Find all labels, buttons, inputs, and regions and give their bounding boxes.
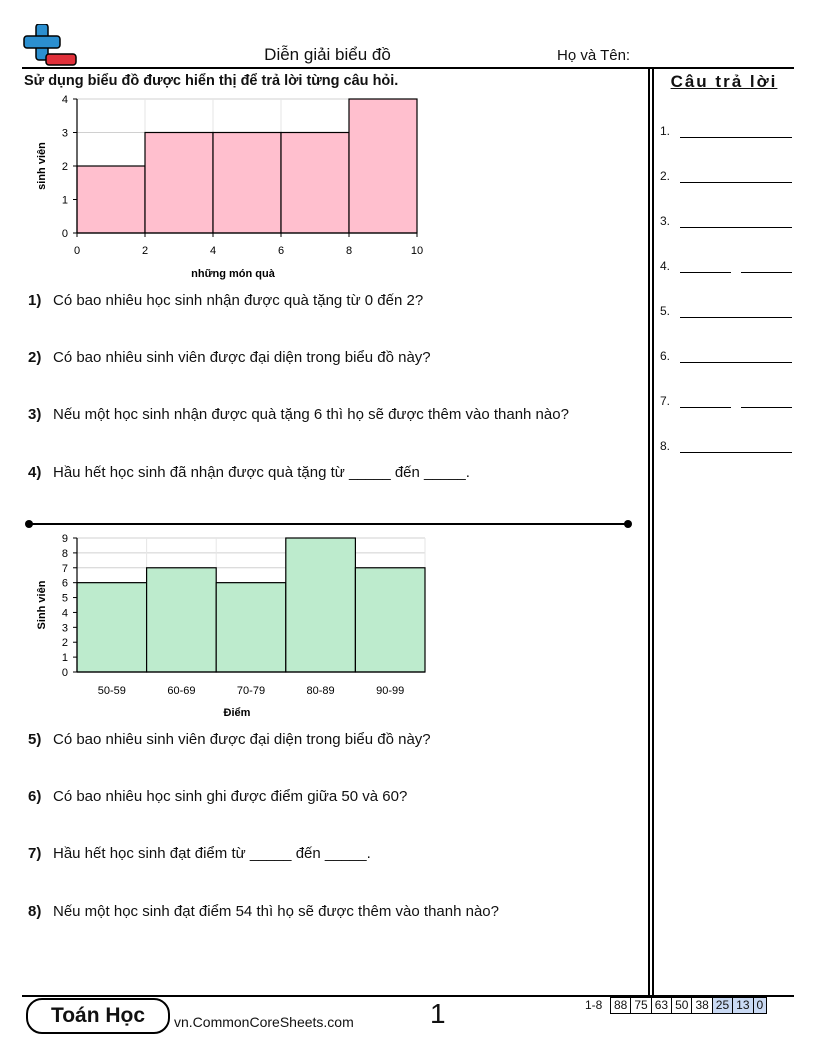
question-number: 3) bbox=[28, 406, 42, 423]
gifts-histogram bbox=[20, 88, 440, 283]
y-tick-label: 8 bbox=[61, 547, 68, 560]
score-cell: 50 bbox=[672, 997, 692, 1014]
answer-number: 6. bbox=[660, 349, 671, 363]
answer-row bbox=[660, 439, 794, 459]
y-tick-label: 6 bbox=[61, 577, 68, 590]
y-tick-label: 2 bbox=[61, 161, 68, 173]
question-text: Có bao nhiêu sinh viên được đại diện trong biểu đồ này? bbox=[53, 349, 431, 366]
question-text: Nếu một học sinh đạt điểm 54 thì họ sẽ được thêm vào thanh nào? bbox=[53, 903, 499, 920]
bar bbox=[355, 568, 425, 672]
bar bbox=[286, 538, 356, 672]
question-text: Có bao nhiêu sinh viên được đại diện trong biểu đồ này? bbox=[53, 731, 431, 748]
answer-row bbox=[660, 349, 794, 369]
question bbox=[28, 903, 499, 920]
answer-number: 5. bbox=[660, 304, 671, 318]
answer-blank[interactable] bbox=[741, 407, 792, 408]
bar bbox=[147, 568, 217, 672]
score-cell: 88 bbox=[610, 997, 631, 1014]
question-number: 6) bbox=[28, 788, 42, 805]
answer-blank[interactable] bbox=[680, 272, 731, 273]
question bbox=[28, 406, 569, 423]
category-label: 80-89 bbox=[306, 685, 335, 697]
question-number: 4) bbox=[28, 464, 42, 481]
x-tick-label: 0 bbox=[73, 245, 81, 257]
bar bbox=[213, 133, 281, 234]
question-text: Hầu hết học sinh đạt điểm từ _____ đến _____. bbox=[53, 845, 371, 862]
question-text: Có bao nhiêu học sinh nhận được quà tặng từ 0 đến 2? bbox=[53, 292, 424, 309]
answer-row bbox=[660, 259, 794, 279]
y-tick-label: 1 bbox=[61, 194, 68, 207]
x-tick-label: 6 bbox=[277, 245, 285, 257]
question-number: 7) bbox=[28, 845, 42, 862]
section-separator bbox=[28, 523, 628, 525]
answer-row bbox=[660, 214, 794, 234]
answers-title: Câu trả lời bbox=[670, 72, 778, 91]
question bbox=[28, 788, 407, 805]
question bbox=[28, 349, 431, 366]
score-cell: 25 bbox=[713, 997, 733, 1014]
answer-number: 3. bbox=[660, 214, 671, 228]
answer-row bbox=[660, 394, 794, 414]
category-label: 90-99 bbox=[376, 685, 405, 697]
y-tick-label: 3 bbox=[61, 622, 68, 635]
worksheet-title: Diễn giải biểu đồ bbox=[264, 45, 391, 64]
bar bbox=[216, 583, 286, 672]
answer-blank[interactable] bbox=[680, 137, 792, 138]
y-tick-label: 7 bbox=[61, 562, 68, 575]
question bbox=[28, 464, 470, 481]
x-axis-title: Điểm bbox=[223, 707, 251, 719]
instructions: Sử dụng biểu đồ được hiển thị để trả lời từng câu hỏi. bbox=[24, 73, 399, 89]
score-range-label: 1-8 bbox=[585, 998, 603, 1012]
x-axis-title: những món quà bbox=[191, 268, 275, 280]
question-number: 8) bbox=[28, 903, 42, 920]
separator-endpoint bbox=[624, 520, 632, 528]
answer-number: 2. bbox=[660, 169, 671, 183]
answer-number: 4. bbox=[660, 259, 671, 273]
answer-row bbox=[660, 169, 794, 189]
bar bbox=[349, 99, 417, 233]
y-tick-label: 0 bbox=[61, 228, 68, 240]
x-tick-label: 10 bbox=[410, 245, 424, 257]
answer-blank[interactable] bbox=[741, 272, 792, 273]
y-tick-label: 1 bbox=[61, 652, 68, 665]
question bbox=[28, 845, 371, 862]
site-url: vn.CommonCoreSheets.com bbox=[174, 1014, 354, 1030]
y-tick-label: 4 bbox=[61, 94, 68, 106]
answer-blank[interactable] bbox=[680, 362, 792, 363]
name-label: Họ và Tên: bbox=[557, 47, 631, 64]
answer-number: 8. bbox=[660, 439, 671, 453]
score-cell: 0 bbox=[754, 997, 768, 1014]
answer-blank[interactable] bbox=[680, 182, 792, 183]
category-label: 70-79 bbox=[236, 685, 266, 697]
answer-blank[interactable] bbox=[680, 452, 792, 453]
question bbox=[28, 731, 431, 748]
scores-histogram bbox=[20, 530, 440, 725]
score-cell: 75 bbox=[631, 997, 651, 1014]
answer-blank[interactable] bbox=[680, 317, 792, 318]
question-number: 5) bbox=[28, 731, 42, 748]
question bbox=[28, 292, 423, 309]
question-number: 1) bbox=[28, 292, 42, 309]
brand-badge: Toán Học bbox=[26, 998, 170, 1034]
x-tick-label: 4 bbox=[209, 245, 217, 257]
category-label: 50-59 bbox=[97, 685, 126, 697]
page-number: 1 bbox=[430, 998, 446, 1029]
logo-plus-minus-icon bbox=[22, 24, 78, 68]
answer-number: 7. bbox=[660, 394, 671, 408]
y-axis-title: Sinh viên bbox=[36, 580, 48, 630]
question-number: 2) bbox=[28, 349, 42, 366]
column-divider bbox=[652, 67, 654, 995]
category-label: 60-69 bbox=[167, 685, 196, 697]
score-cell: 38 bbox=[692, 997, 712, 1014]
bar bbox=[77, 583, 147, 672]
x-tick-label: 2 bbox=[141, 245, 149, 257]
y-tick-label: 2 bbox=[61, 637, 68, 650]
score-cell: 13 bbox=[733, 997, 753, 1014]
answer-blank[interactable] bbox=[680, 407, 731, 408]
question-text: Nếu một học sinh nhận được quà tặng 6 thì họ sẽ được thêm vào thanh nào? bbox=[53, 406, 569, 423]
y-tick-label: 4 bbox=[61, 607, 68, 620]
column-divider bbox=[648, 67, 650, 995]
score-table bbox=[610, 997, 767, 1014]
y-tick-label: 9 bbox=[61, 533, 68, 545]
answer-number: 1. bbox=[660, 124, 671, 138]
bar bbox=[145, 133, 213, 234]
y-tick-label: 5 bbox=[61, 592, 68, 605]
question-text: Có bao nhiêu học sinh ghi được điểm giữa 50 và 60? bbox=[53, 788, 408, 805]
question-text: Hầu hết học sinh đã nhận được quà tặng từ _____ đến _____. bbox=[53, 464, 470, 481]
x-tick-label: 8 bbox=[345, 245, 353, 257]
y-tick-label: 3 bbox=[61, 127, 68, 140]
answer-row bbox=[660, 124, 794, 144]
y-axis-title: sinh viên bbox=[36, 142, 48, 190]
bar bbox=[281, 133, 349, 234]
y-tick-label: 0 bbox=[61, 667, 68, 679]
answer-row bbox=[660, 304, 794, 324]
answer-blank[interactable] bbox=[680, 227, 792, 228]
header-divider bbox=[22, 67, 794, 69]
bar bbox=[77, 166, 145, 233]
separator-endpoint bbox=[25, 520, 33, 528]
score-cell: 63 bbox=[652, 997, 672, 1014]
